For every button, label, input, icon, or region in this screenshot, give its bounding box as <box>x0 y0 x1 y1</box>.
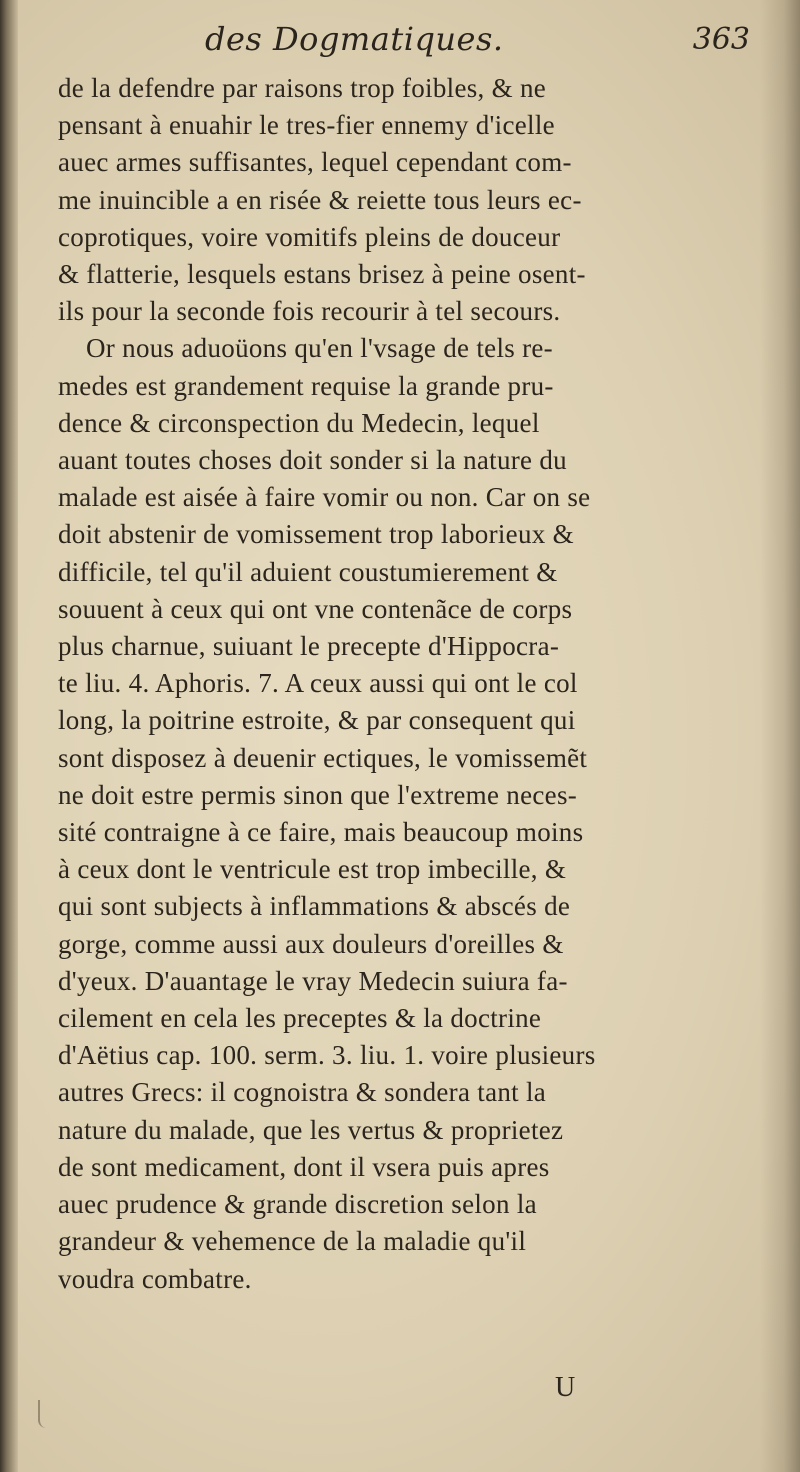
text-line: d'yeux. D'auantage le vray Medecin suiura fa- <box>58 965 568 996</box>
text-line: cilement en cela les preceptes & la doctrine <box>58 1003 542 1034</box>
binding-shadow <box>0 0 18 1472</box>
text-line: qui sont subjects à inflammations & abscés de <box>58 891 571 922</box>
running-title: des Dogmatiques. <box>205 20 504 58</box>
text-line: difficile, tel qu'il aduient coustumierement & <box>58 556 558 587</box>
text-line: long, la poitrine estroite, & par consequent qui <box>58 705 576 736</box>
text-line: coprotiques, voire vomitifs pleins de douceur <box>58 221 561 252</box>
text-line: souuent à ceux qui ont vne contenãce de corps <box>58 593 573 624</box>
text-line: pensant à enuahir le tres-fier ennemy d'icelle <box>58 110 555 141</box>
text-line: & flatterie, lesquels estans brisez à peine osent- <box>58 259 586 290</box>
page-edge-shadow <box>760 0 800 1472</box>
text-line: auant toutes choses doit sonder si la nature du <box>58 445 567 476</box>
text-line: sité contraigne à ce faire, mais beaucoup moins <box>58 817 584 848</box>
text-line: me inuincible a en risée & reiette tous leurs ec- <box>58 184 582 215</box>
text-line: auec armes suffisantes, lequel cependant com- <box>58 147 572 178</box>
text-line: gorge, comme aussi aux douleurs d'oreilles & <box>58 928 564 959</box>
text-line: voudra combatre. <box>58 1263 252 1294</box>
body-text <box>58 70 738 1298</box>
page-number: 363 <box>692 22 750 57</box>
page-header <box>60 14 780 74</box>
text-line: nature du malade, que les vertus & proprietez <box>58 1114 564 1145</box>
text-line: malade est aisée à faire vomir ou non. Car on se <box>58 482 591 513</box>
text-line: dence & circonspection du Medecin, lequel <box>58 407 540 438</box>
text-line: Or nous aduoüons qu'en l'vsage de tels re- <box>86 333 553 364</box>
text-line: sont disposez à deuenir ectiques, le vomissemẽt <box>58 742 588 773</box>
text-line: grandeur & vehemence de la maladie qu'il <box>58 1226 527 1257</box>
text-line: d'Aëtius cap. 100. serm. 3. liu. 1. voire plusieurs <box>58 1040 596 1071</box>
text-line: de la defendre par raisons trop foibles, & ne <box>58 73 547 103</box>
margin-mark <box>38 1400 50 1428</box>
text-line: plus charnue, suiuant le precepte d'Hippocra- <box>58 631 560 662</box>
text-line: auec prudence & grande discretion selon la <box>58 1189 537 1220</box>
text-line: à ceux dont le ventricule est trop imbecille, & <box>58 854 567 885</box>
text-line: doit abstenir de vomissement trop laborieux & <box>58 519 574 550</box>
text-line: ils pour la seconde fois recourir à tel secours. <box>58 296 561 327</box>
text-line: medes est grandement requise la grande pru- <box>58 370 554 401</box>
catchword: U <box>555 1372 576 1403</box>
text-line: ne doit estre permis sinon que l'extreme neces- <box>58 779 578 810</box>
text-line: autres Grecs: il cognoistra & sondera tant la <box>58 1077 547 1108</box>
text-line: de sont medicament, dont il vsera puis apres <box>58 1151 550 1182</box>
text-line: te liu. 4. Aphoris. 7. A ceux aussi qui ont le col <box>58 668 578 699</box>
